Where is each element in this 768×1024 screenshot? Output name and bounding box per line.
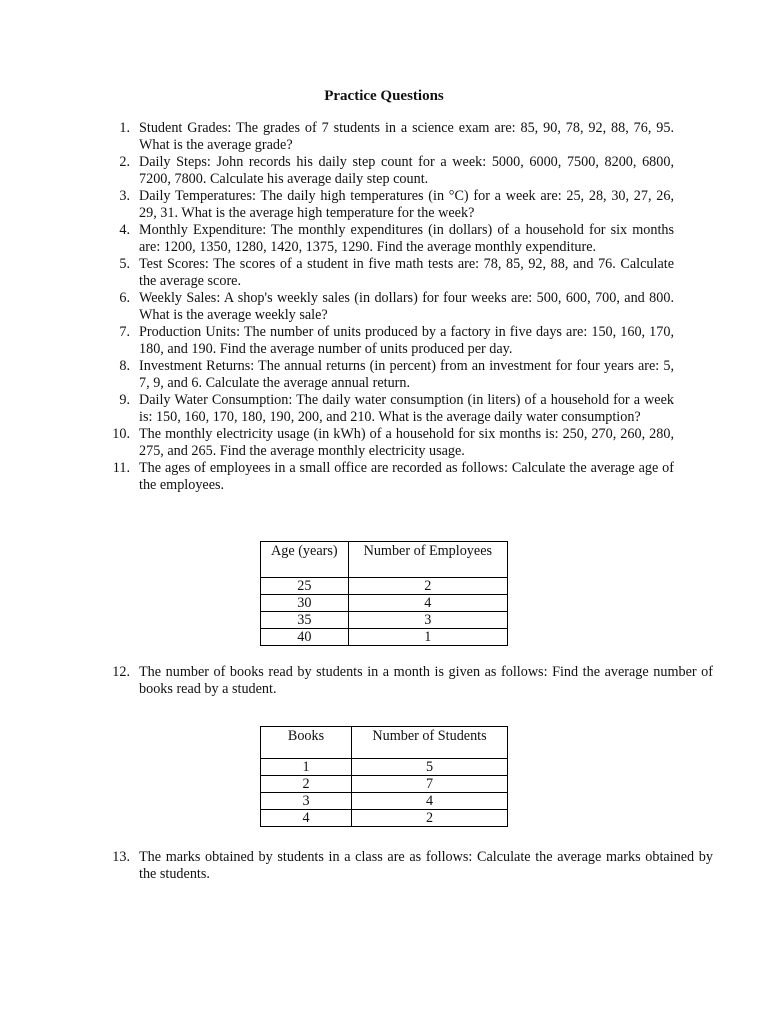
question-text: The ages of employees in a small office are recorded as follows: Calculate the average age of the employees. <box>139 460 674 493</box>
table-row <box>261 810 508 827</box>
question-list <box>100 120 674 494</box>
table-cell: 1 <box>261 759 352 776</box>
table-row <box>261 578 508 595</box>
table-header-row <box>261 727 508 759</box>
question-number: 8. <box>119 358 130 374</box>
table-header-cell: Age (years) <box>261 542 349 578</box>
question-item <box>100 222 674 256</box>
table-header-row <box>261 542 508 578</box>
page-title: Practice Questions <box>324 88 444 104</box>
question-number: 3. <box>119 188 130 204</box>
table-cell: 2 <box>348 578 507 595</box>
question-item <box>100 188 674 222</box>
question-number: 12. <box>112 664 130 680</box>
question-item <box>100 290 674 324</box>
question-number: 11. <box>112 460 130 476</box>
question-text: Student Grades: The grades of 7 students in a science exam are: 85, 90, 78, 92, 88, 76, 95. What is the average grade? <box>139 120 674 153</box>
table-header-cell: Number of Students <box>352 727 508 759</box>
question-number: 2. <box>119 154 130 170</box>
table-cell: 4 <box>348 595 507 612</box>
table-cell: 4 <box>352 793 508 810</box>
question-item <box>100 460 674 494</box>
table-cell: 25 <box>261 578 349 595</box>
table-row <box>261 629 508 646</box>
table-cell: 7 <box>352 776 508 793</box>
question-item <box>100 358 674 392</box>
question-text: Production Units: The number of units produced by a factory in five days are: 150, 160, 170, 180, and 190. Find the average number of units produced per day. <box>139 324 674 357</box>
table-cell: 5 <box>352 759 508 776</box>
question-item <box>100 392 674 426</box>
question-number: 1. <box>119 120 130 136</box>
table-row <box>261 793 508 810</box>
question-number: 6. <box>119 290 130 306</box>
table-row <box>261 776 508 793</box>
table-cell: 30 <box>261 595 349 612</box>
table-cell: 2 <box>352 810 508 827</box>
question-item <box>100 120 674 154</box>
question-text: Daily Temperatures: The daily high temperatures (in °C) for a week are: 25, 28, 30, 27, 26, 29, 31. What is the average high temperature for the week? <box>139 188 674 221</box>
question-text: The marks obtained by students in a class are as follows: Calculate the average marks obtained by the students. <box>139 849 713 882</box>
table-cell: 40 <box>261 629 349 646</box>
question-text: Test Scores: The scores of a student in five math tests are: 78, 85, 92, 88, and 76. Calculate the average score. <box>139 256 674 289</box>
ages-table <box>260 541 508 646</box>
question-text: Weekly Sales: A shop's weekly sales (in dollars) for four weeks are: 500, 600, 700, and 800. What is the average weekly sale? <box>139 290 674 323</box>
question-number: 4. <box>119 222 130 238</box>
table-cell: 35 <box>261 612 349 629</box>
question-text: The monthly electricity usage (in kWh) of a household for six months is: 250, 270, 260, 280, 275, and 265. Find the average monthly electricity usage. <box>139 426 674 459</box>
table-row <box>261 595 508 612</box>
question-item <box>100 324 674 358</box>
table-header-cell: Number of Employees <box>348 542 507 578</box>
question-text: The number of books read by students in a month is given as follows: Find the average number of books read by a student. <box>139 664 713 697</box>
question-text: Monthly Expenditure: The monthly expenditures (in dollars) of a household for six months are: 1200, 1350, 1280, 1420, 1375, 1290. Find the average monthly expenditure. <box>139 222 674 255</box>
question-number: 13. <box>112 849 130 865</box>
table-row <box>261 759 508 776</box>
question-item <box>100 154 674 188</box>
table-header-cell: Books <box>261 727 352 759</box>
table-cell: 2 <box>261 776 352 793</box>
question-item <box>100 256 674 290</box>
question-number: 5. <box>119 256 130 272</box>
books-table <box>260 726 508 827</box>
question-item <box>100 849 713 883</box>
question-number: 10. <box>112 426 130 442</box>
table-cell: 1 <box>348 629 507 646</box>
question-item <box>100 426 674 460</box>
table-cell: 4 <box>261 810 352 827</box>
table-cell: 3 <box>348 612 507 629</box>
table-row <box>261 612 508 629</box>
question-number: 9. <box>119 392 130 408</box>
question-text: Daily Water Consumption: The daily water consumption (in liters) of a household for a week is: 150, 160, 170, 180, 190, 200, and 210. What is the average daily water consumption? <box>139 392 674 425</box>
question-text: Investment Returns: The annual returns (in percent) from an investment for four years are: 5, 7, 9, and 6. Calculate the average annual return. <box>139 358 674 391</box>
question-text: Daily Steps: John records his daily step count for a week: 5000, 6000, 7500, 8200, 6800, 7200, 7800. Calculate his average daily step count. <box>139 154 674 187</box>
table-cell: 3 <box>261 793 352 810</box>
question-number: 7. <box>119 324 130 340</box>
question-item <box>100 664 713 698</box>
